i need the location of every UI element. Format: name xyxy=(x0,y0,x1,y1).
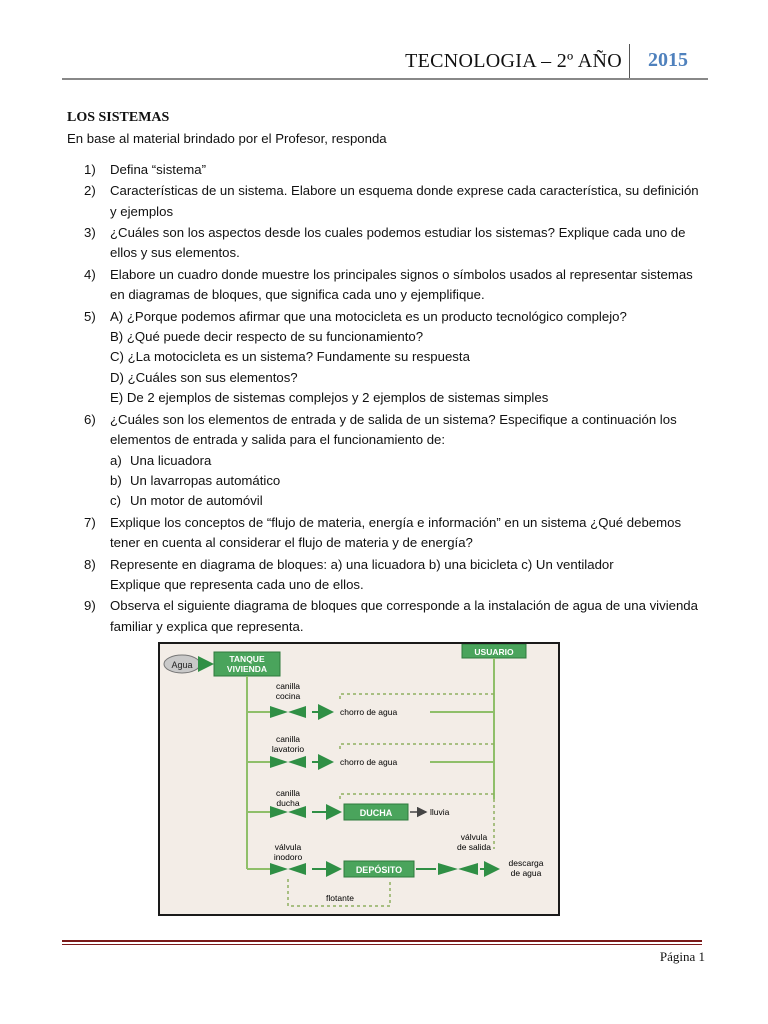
question-text: ¿Cuáles son los aspectos desde los cuales podemos estudiar los sistemas? Explique cada uno de ellos y sus elementos. xyxy=(110,225,686,261)
tanque-label-2: VIVIENDA xyxy=(226,664,268,674)
row-canilla-ducha xyxy=(247,788,494,820)
question-text: ¿Cuáles son los elementos de entrada y de salida de un sistema? Especifique a continuación los elementos de entrada y salida para el funcionamiento de: xyxy=(110,411,677,448)
question-sublist xyxy=(110,451,707,512)
svg-text:lavatorio: lavatorio xyxy=(271,744,305,754)
section-title: LOS SISTEMAS xyxy=(67,110,170,125)
diagram-canvas xyxy=(160,644,558,914)
question-text: Explique los conceptos de “flujo de materia, energía e información” en un sistema ¿Qué debemos tener en cuenta al considerar el flujo de materia y de energía? xyxy=(110,514,682,551)
svg-text:canilla: canilla xyxy=(275,734,301,744)
header-rule xyxy=(62,78,708,80)
valvula-salida-label-1: válvula xyxy=(460,832,488,842)
question-number: 9) xyxy=(84,598,96,614)
header-title: TECNOLOGIA – 2º AÑO xyxy=(405,50,622,72)
question-item xyxy=(67,513,707,554)
question-text: Defina “sistema” xyxy=(110,161,207,177)
svg-text:canilla: canilla xyxy=(275,788,301,798)
question-number: 7) xyxy=(84,514,96,530)
sublist-text: Una licuadora xyxy=(130,452,212,468)
valve-icon xyxy=(270,863,306,875)
header-year: 2015 xyxy=(648,49,688,71)
section-intro: En base al material brindado por el Profesor, responda xyxy=(67,131,387,147)
flotante-label: flotante xyxy=(326,893,354,903)
question-number: 3) xyxy=(84,225,96,241)
sublist-item xyxy=(110,491,707,511)
footer-rule-thin xyxy=(62,944,702,945)
sublist-text: Un lavarropas automático xyxy=(130,472,281,488)
page-header xyxy=(62,42,708,80)
sublist-item xyxy=(110,471,707,491)
question-item xyxy=(67,307,707,409)
agua-label: Agua xyxy=(171,660,193,670)
sublist-text: Un motor de automóvil xyxy=(130,493,263,509)
question-text: A) ¿Porque podemos afirmar que una motocicleta es un producto tecnológico complejo? xyxy=(110,308,627,324)
question-text: Elabore un cuadro donde muestre los principales signos o símbolos usados al representar sistemas en diagramas de bloques, que significa cada uno y ejemplifique. xyxy=(110,266,693,303)
svg-text:inodoro: inodoro xyxy=(273,852,303,862)
question-item xyxy=(67,410,707,512)
valvula-salida-label-2: de salida xyxy=(456,842,492,852)
svg-text:cocina: cocina xyxy=(275,691,301,701)
question-number: 6) xyxy=(84,411,96,427)
svg-text:ducha: ducha xyxy=(276,798,300,808)
water-installation-diagram xyxy=(158,642,560,916)
deposito-label: DEPÓSITO xyxy=(355,865,403,875)
descarga-label-2: de agua xyxy=(510,868,542,878)
question-item xyxy=(67,223,707,264)
row-canilla-cocina xyxy=(247,681,494,718)
question-number: 2) xyxy=(84,183,96,199)
sublist-letter: a) xyxy=(110,452,122,468)
question-number: 4) xyxy=(84,266,96,282)
question-number: 8) xyxy=(84,556,96,572)
question-text: Observa el siguiente diagrama de bloques que corresponde a la instalación de agua de una vivienda familiar y explica que representa. xyxy=(110,598,698,634)
question-text: D) ¿Cuáles son sus elementos? xyxy=(110,369,298,385)
lluvia-label: lluvia xyxy=(430,807,450,817)
sublist-item xyxy=(110,451,707,471)
question-item xyxy=(67,596,707,637)
svg-text:canilla: canilla xyxy=(275,681,301,691)
question-number: 1) xyxy=(84,161,96,177)
question-list xyxy=(67,160,707,637)
header-separator xyxy=(629,44,630,80)
tanque-label-1: TANQUE xyxy=(229,654,265,664)
valve-icon xyxy=(270,756,306,768)
ducha-label: DUCHA xyxy=(359,808,393,818)
question-text: Represente en diagrama de bloques: a) una licuadora b) una bicicleta c) Un ventilador xyxy=(110,556,614,572)
question-text: E) De 2 ejemplos de sistemas complejos y 2 ejemplos de sistemas simples xyxy=(110,390,549,406)
valve-icon xyxy=(270,706,306,718)
valve-salida-icon xyxy=(438,863,478,875)
chorro-label-1: chorro de agua xyxy=(340,707,398,717)
footer-rule xyxy=(62,940,702,942)
agua-cloud xyxy=(164,655,200,673)
question-text: C) ¿La motocicleta es un sistema? Fundamente su respuesta xyxy=(110,349,470,365)
svg-text:válvula: válvula xyxy=(274,842,302,852)
question-text: Explique que representa cada uno de ellos. xyxy=(110,576,364,592)
page-number: Página 1 xyxy=(659,949,705,964)
sublist-letter: c) xyxy=(110,493,121,509)
question-item xyxy=(67,160,707,180)
question-text: Características de un sistema. Elabore un esquema donde exprese cada característica, su definición y ejemplos xyxy=(110,183,699,219)
question-item xyxy=(67,555,707,596)
question-text: B) ¿Qué puede decir respecto de su funcionamiento? xyxy=(110,329,424,345)
question-item xyxy=(67,265,707,306)
sublist-letter: b) xyxy=(110,472,122,488)
document-body xyxy=(67,108,707,638)
descarga-label-1: descarga xyxy=(508,858,544,868)
question-number: 5) xyxy=(84,308,96,324)
usuario-label: USUARIO xyxy=(474,647,514,657)
chorro-label-2: chorro de agua xyxy=(340,757,398,767)
row-canilla-lavatorio xyxy=(247,734,494,768)
question-item xyxy=(67,181,707,222)
